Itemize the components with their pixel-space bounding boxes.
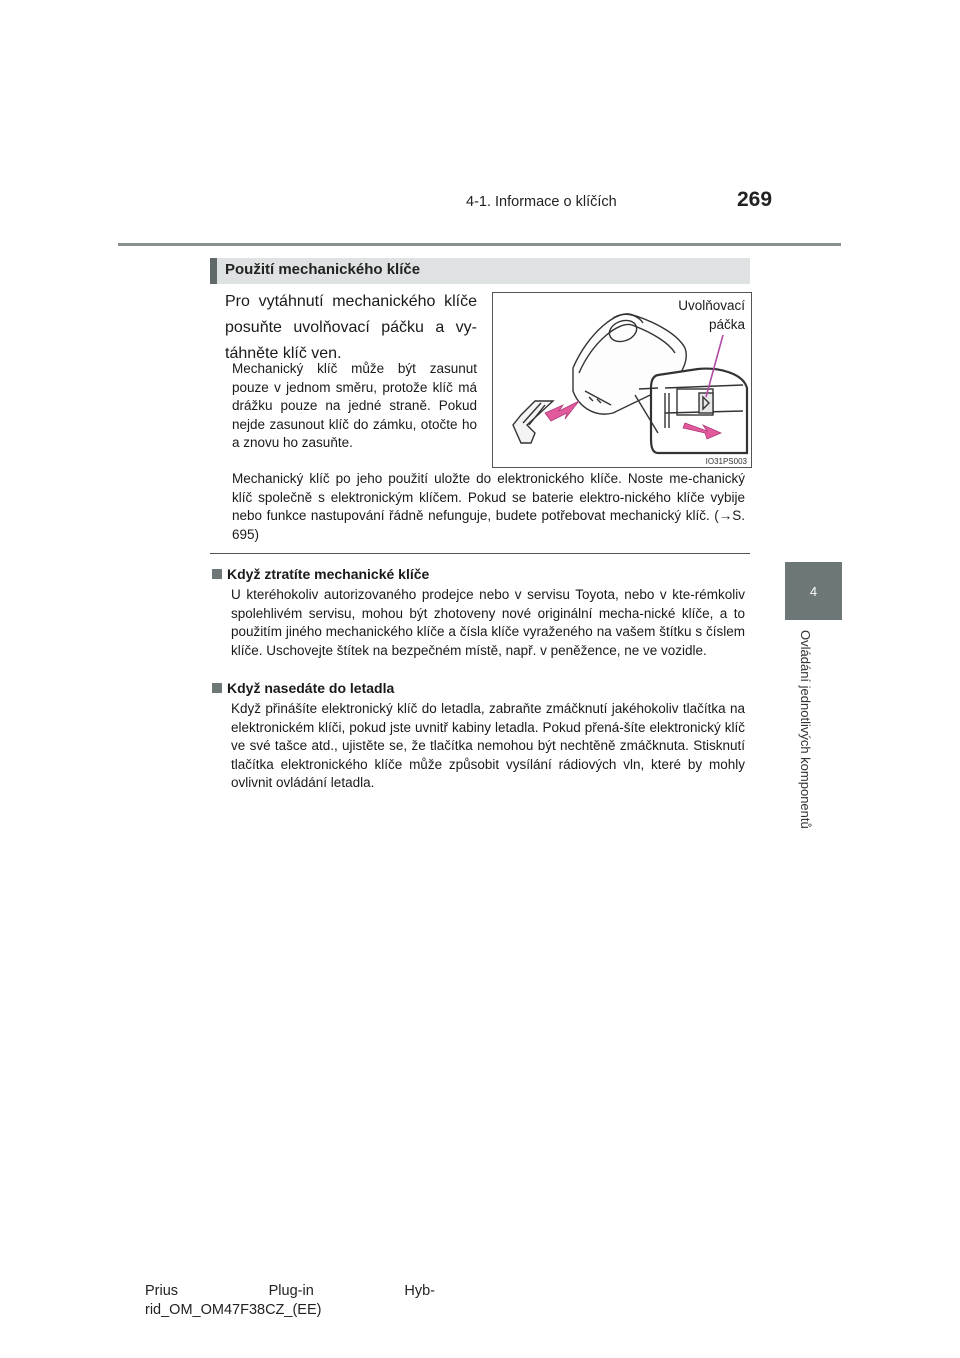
header-rule <box>118 243 841 246</box>
chapter-tab-number: 4 <box>785 562 842 620</box>
info-body-lost-keys: U kteréhokoliv autorizovaného prodejce nebo v servisu Toyota, nebo v kte-rémkoliv spolehlivém servisu, mohou být zhotoveny nové originální mecha-nické klíče, a to použitím jiného mechanického klíče a čísla klíče vyraženého na vašem štítku s číslem klíče. Uschovejte štítek na bezpečném místě, např. v peněžence, ne ve vozidle. <box>231 587 745 658</box>
footer-manual-id: Prius Plug-in Hyb- rid_OM_OM47F38CZ_(EE) <box>145 1283 435 1318</box>
section-intro: Pro vytáhnutí mechanického klíče posuňte uvolňovací páčku a vy-táhněte klíč ven. <box>225 293 477 362</box>
info-body-airplane: Když přinášíte elektronický klíč do letadla, zabraňte zmáčknutí jakéhokoliv tlačítka na elektronickém klíči, pokud jste uvnitř kabiny letadla. Pokud přená-šíte elektronický klíč ve své tašce atd., ujistěte se, že tlačítka nemohou být nechtěně zmáčknuta. Stisknutí tlačítka elektronického klíče může způsobit vysílání rádiových vln, které by mohly ovlivnit ovládání letadla. <box>231 701 745 790</box>
square-bullet-icon <box>212 569 222 579</box>
section-title: Použití mechanického klíče <box>225 261 421 278</box>
key-release-figure <box>492 292 752 468</box>
section-title-marker <box>210 258 217 284</box>
info-heading-airplane: Když nasedáte do letadla <box>212 680 394 696</box>
info-heading-lost-keys: Když ztratíte mechanické klíče <box>212 566 429 582</box>
section-divider <box>210 553 750 554</box>
section-note-storage: Mechanický klíč po jeho použití uložte do elektronického klíče. Noste me-chanický klíč společně s elektronickým klíčem. Pokud se baterie elektro-nického klíče vybije nebo funkce nastupování řádně nefunguje, budete potřebovat mechanický klíč. (→S. 695) <box>232 471 745 542</box>
section-note-key-direction: Mechanický klíč může být zasunut pouze v jednom směru, protože klíč má drážku pouze na jedné straně. Pokud nejde zasunout klíč do zámku, otočte ho a znovu ho zasuňte. <box>232 361 477 450</box>
square-bullet-icon <box>212 683 222 693</box>
page-number: 269 <box>737 188 773 211</box>
figure-code: IO31PS003 <box>705 457 747 466</box>
header-section-title: 4-1. Informace o klíčích <box>466 194 617 210</box>
figure-callout-release-lever: Uvolňovací páčka <box>678 298 745 332</box>
chapter-tab-label: Ovládání jednotlivých komponentů <box>798 630 813 829</box>
